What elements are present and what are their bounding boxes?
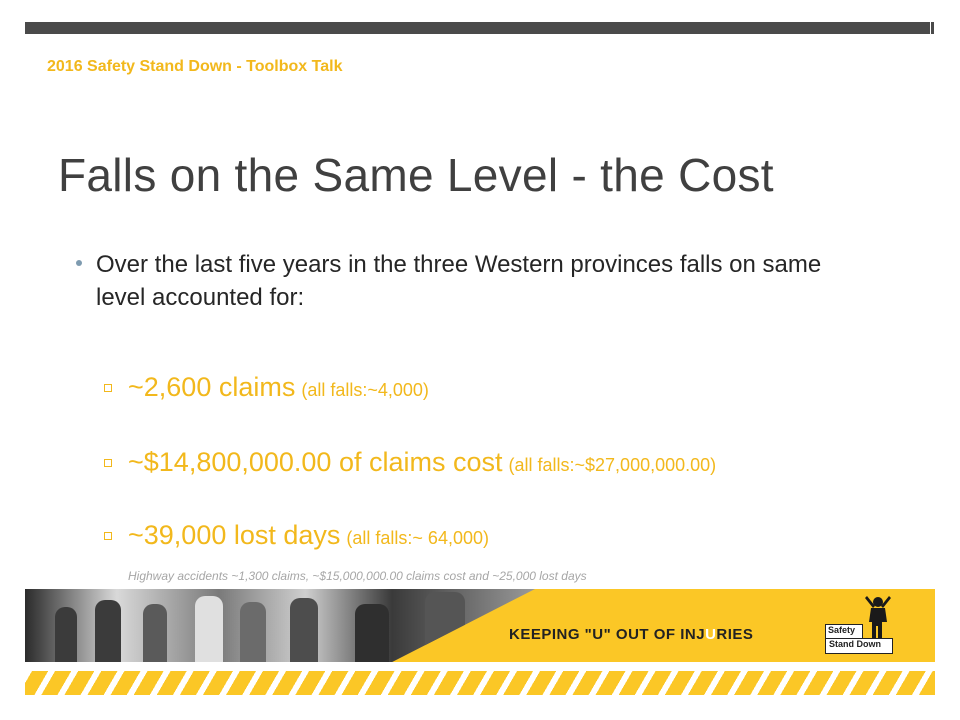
claims-all-falls: (all falls:~4,000) [301, 380, 429, 400]
logo-line2: Stand Down [829, 639, 881, 649]
bullet-dot-icon [76, 260, 82, 266]
square-bullet-icon [104, 532, 112, 540]
banner-tagline [509, 626, 753, 643]
workers-photo [25, 589, 535, 662]
slide-title: Falls on the Same Level - the Cost [58, 149, 774, 201]
tagline-u: U [705, 626, 717, 643]
tagline-part1: KEEPING "U" OUT OF INJ [509, 626, 706, 643]
hazard-stripe [25, 671, 935, 695]
square-bullet-icon [104, 384, 112, 392]
cost-all-falls: (all falls:~$27,000,000.00) [508, 455, 717, 475]
lost-days-text: ~39,000 lost days [128, 520, 341, 550]
cost-text: ~$14,800,000.00 of claims cost [128, 447, 503, 477]
tagline-part2: RIES [716, 626, 754, 643]
intro-text: Over the last five years in the three Western provinces falls on same level accounted for: [96, 251, 822, 311]
highway-note: Highway accidents ~1,300 claims, ~$15,000,000.00 claims cost and ~25,000 lost days [128, 569, 587, 583]
top-bar [25, 22, 930, 34]
square-bullet-icon [104, 459, 112, 467]
logo-line1: Safety [828, 625, 856, 635]
lost-days-all-falls: (all falls:~ 64,000) [346, 528, 489, 548]
safety-stand-down-logo [823, 596, 903, 656]
header-text: 2016 Safety Stand Down - Toolbox Talk [47, 58, 343, 75]
footer-banner [25, 589, 935, 662]
top-bar-end [931, 22, 934, 34]
claims-text: ~2,600 claims [128, 372, 296, 402]
worker-figure-icon [863, 596, 893, 640]
